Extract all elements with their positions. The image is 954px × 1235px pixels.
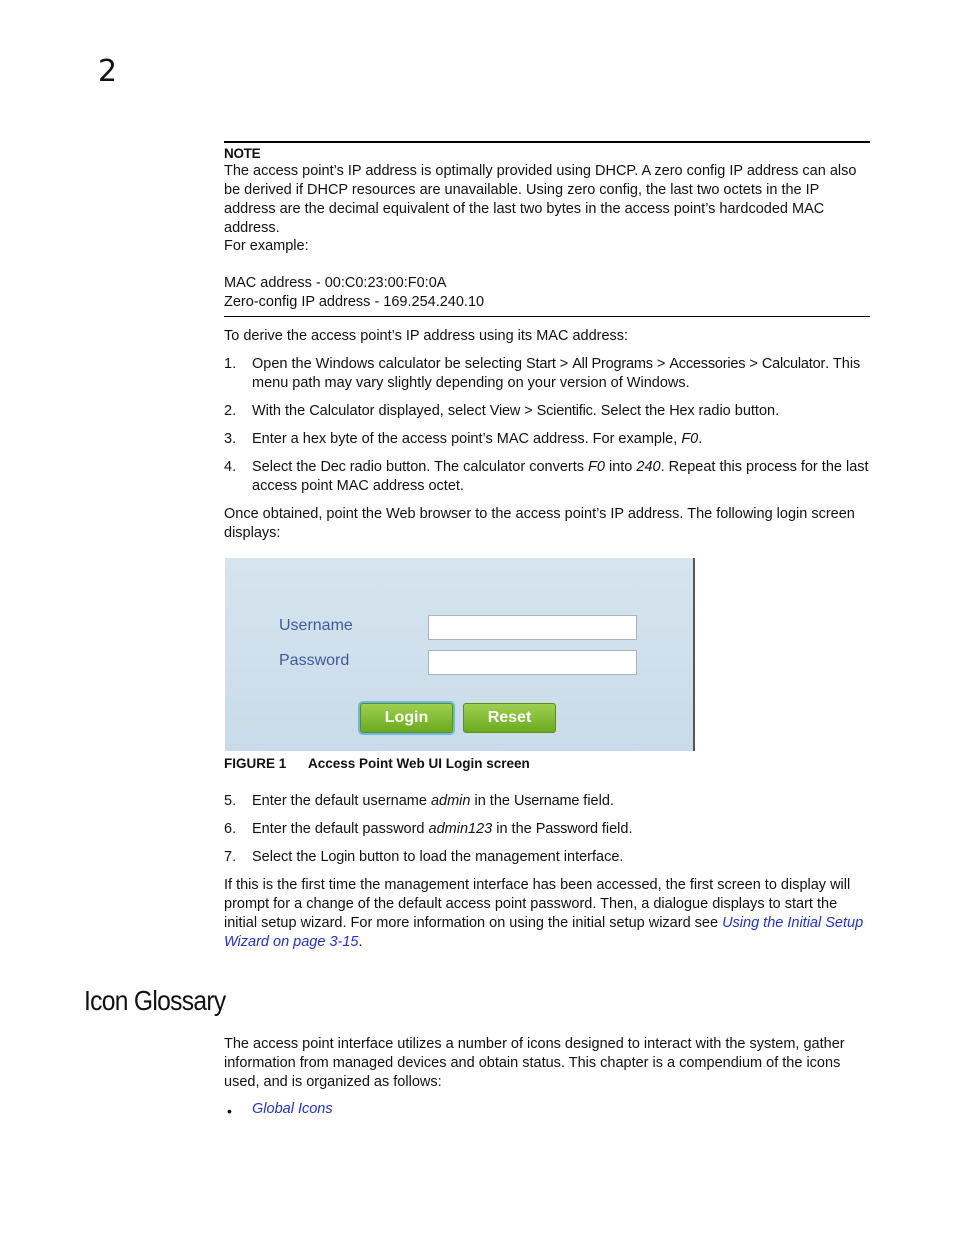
ui-term: Scientific [536, 403, 593, 419]
step-6 [224, 820, 870, 839]
step-number: 6. [224, 821, 237, 837]
note-top-rule [224, 141, 870, 143]
step-text: > [652, 356, 670, 372]
ui-term: Login [320, 849, 355, 865]
example-value: 240 [636, 459, 661, 475]
figure-caption-text: Access Point Web UI Login screen [308, 756, 530, 771]
login-button[interactable]: Login [360, 703, 453, 733]
note-bottom-rule [224, 316, 870, 317]
step-5 [224, 792, 870, 811]
ui-term: Start [526, 356, 556, 372]
step-text: Enter the default password [252, 821, 429, 837]
step-text: > [745, 356, 762, 372]
step-3 [224, 430, 870, 449]
global-icons-link[interactable]: Global Icons [252, 1101, 333, 1117]
step-number: 5. [224, 793, 237, 809]
ui-term: Hex [669, 403, 695, 419]
step-text: field. [579, 793, 614, 809]
ui-term: Calculator [761, 356, 826, 372]
first-time-paragraph [224, 876, 870, 952]
figure-caption [224, 756, 530, 771]
section-paragraph: The access point interface utilizes a number of icons designed to interact with the system, gather information from managed devices and obtain status. This chapter is a compendium of the icons used, and is organized as follows: [224, 1036, 845, 1090]
note-paragraph: The access point’s IP address is optimally provided using DHCP. A zero config IP address can also be derived if DHCP resources are unavailable. Using zero config, the last two octets in the IP address are the decimal equivalent of the last two bytes in the access point’s hardcoded MAC address. [224, 163, 857, 236]
username-field[interactable] [428, 615, 637, 640]
step-text: Enter the default username [252, 793, 431, 809]
step-text: button to load the management interface. [355, 849, 624, 865]
step-text: in the [470, 793, 514, 809]
example-value: F0 [681, 431, 699, 447]
ui-term: Username [513, 793, 580, 809]
note-label: NOTE [224, 146, 261, 161]
step-text: . [698, 431, 703, 447]
step-text: Open the Windows calculator be selecting [252, 356, 527, 372]
ui-term: Dec [320, 459, 346, 475]
ui-term: All Programs [572, 356, 653, 372]
reset-button[interactable]: Reset [463, 703, 556, 733]
password-field[interactable] [428, 650, 637, 675]
note-mac-line: MAC address - 00:C0:23:00:F0:0A [224, 275, 447, 291]
step-text: radio button. [694, 403, 780, 419]
first-time-text: If this is the first time the management interface has been accessed, the first screen to display will prompt for a change of the default access point password. Then, a dialogue displays to start the initial setup wizard. For more information on using the initial setup wizard see [224, 877, 851, 931]
example-value: F0 [588, 459, 605, 475]
step-text: With the Calculator displayed, select [252, 403, 490, 419]
example-value: admin [430, 793, 471, 809]
step-text: . Repeat this process for the last access point MAC address octet. [252, 459, 869, 494]
step-text: . This menu path may vary slightly depending on your version of Windows. [252, 356, 861, 391]
ui-term: Accessories [669, 356, 746, 372]
step-number: 4. [224, 459, 237, 475]
login-screen-figure [225, 558, 695, 751]
step-number: 1. [224, 356, 237, 372]
step-text: into [604, 459, 637, 475]
step-7 [224, 848, 870, 867]
note-example-intro: For example: [224, 238, 309, 254]
step-text: > [520, 403, 537, 419]
step-text: radio button. The calculator converts [345, 459, 589, 475]
once-obtained-text: Once obtained, point the Web browser to the access point’s IP address. The following login screen displays: [224, 506, 855, 541]
step-4 [224, 458, 870, 496]
section-title: Icon Glossary [84, 985, 226, 1016]
example-value: admin123 [428, 821, 493, 837]
step-2 [224, 402, 870, 421]
chapter-number: 2 [98, 54, 118, 89]
step-text: Select the [252, 459, 321, 475]
step-text: . Select the [592, 403, 670, 419]
username-label: Username [279, 617, 353, 634]
figure-number: FIGURE 1 [224, 756, 287, 771]
step-number: 2. [224, 403, 237, 419]
step-text: Select the [252, 849, 321, 865]
first-time-end: . [358, 934, 363, 950]
bullet-icon: • [227, 1103, 232, 1119]
password-label: Password [279, 652, 350, 669]
step-number: 3. [224, 431, 237, 447]
intro-text: To derive the access point’s IP address using its MAC address: [224, 328, 629, 344]
step-text: in the [492, 821, 536, 837]
steps-list-1 [224, 355, 870, 505]
step-text: > [555, 356, 573, 372]
step-text: Enter a hex byte of the access point’s MAC address. For example, [252, 431, 682, 447]
ui-term: Password [535, 821, 598, 837]
step-1 [224, 355, 870, 393]
step-number: 7. [224, 849, 237, 865]
note-ip-line: Zero-config IP address - 169.254.240.10 [224, 294, 485, 310]
step-text: field. [597, 821, 633, 837]
ui-term: View [489, 403, 521, 419]
setup-wizard-link[interactable]: Using the Initial Setup Wizard on page 3-15 [224, 915, 864, 950]
steps-list-2 [224, 792, 870, 876]
